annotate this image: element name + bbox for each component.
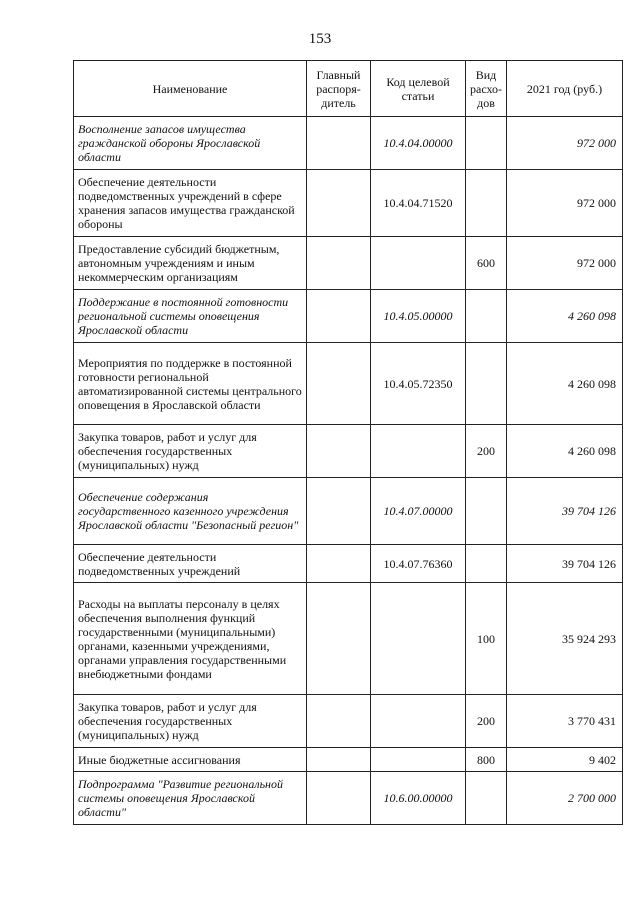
row-manager [307, 583, 371, 695]
row-name: Подпрограмма "Развитие региональной системы оповещения Ярославской области" [74, 772, 307, 825]
table-row [74, 545, 623, 583]
budget-table [73, 60, 623, 825]
row-code: 10.4.07.00000 [371, 478, 466, 545]
row-type [466, 117, 507, 170]
table-row [74, 695, 623, 748]
row-amount: 972 000 [507, 117, 623, 170]
row-manager [307, 545, 371, 583]
row-name: Иные бюджетные ассигнования [74, 748, 307, 772]
row-amount: 39 704 126 [507, 545, 623, 583]
row-name: Восполнение запасов имущества гражданской обороны Ярославской области [74, 117, 307, 170]
row-manager [307, 170, 371, 237]
row-code [371, 237, 466, 290]
row-amount: 39 704 126 [507, 478, 623, 545]
row-name: Обеспечение деятельности подведомственных учреждений [74, 545, 307, 583]
header-code: Код целевой статьи [371, 61, 466, 117]
header-name: Наименование [74, 61, 307, 117]
row-name: Поддержание в постоянной готовности региональной системы оповещения Ярославской области [74, 290, 307, 343]
header-manager: Главный распоря-дитель [307, 61, 371, 117]
row-type: 200 [466, 425, 507, 478]
table-header-row [74, 61, 623, 117]
row-name: Мероприятия по поддержке в постоянной готовности региональной автоматизированной системы центрального оповещения в Ярославской области [74, 343, 307, 425]
row-type: 800 [466, 748, 507, 772]
row-type: 100 [466, 583, 507, 695]
row-amount: 9 402 [507, 748, 623, 772]
row-code [371, 748, 466, 772]
row-type: 600 [466, 237, 507, 290]
table-row [74, 170, 623, 237]
header-amount-2021: 2021 год (руб.) [507, 61, 623, 117]
row-type [466, 478, 507, 545]
row-manager [307, 425, 371, 478]
row-type [466, 545, 507, 583]
row-type [466, 290, 507, 343]
table-row [74, 772, 623, 825]
table-row [74, 343, 623, 425]
table-row [74, 478, 623, 545]
row-amount: 3 770 431 [507, 695, 623, 748]
table-row [74, 237, 623, 290]
page-number: 153 [308, 31, 332, 47]
row-amount: 35 924 293 [507, 583, 623, 695]
row-name: Закупка товаров, работ и услуг для обеспечения государственных (муниципальных) нужд [74, 425, 307, 478]
row-manager [307, 772, 371, 825]
row-name: Обеспечение содержания государственного казенного учреждения Ярославской области "Безопасный регион" [74, 478, 307, 545]
table-row [74, 425, 623, 478]
row-amount: 972 000 [507, 237, 623, 290]
table-row [74, 583, 623, 695]
row-code: 10.4.05.00000 [371, 290, 466, 343]
row-amount: 4 260 098 [507, 425, 623, 478]
row-amount: 972 000 [507, 170, 623, 237]
row-name: Закупка товаров, работ и услуг для обеспечения государственных (муниципальных) нужд [74, 695, 307, 748]
table-row [74, 290, 623, 343]
row-amount: 2 700 000 [507, 772, 623, 825]
row-code: 10.4.05.72350 [371, 343, 466, 425]
row-manager [307, 748, 371, 772]
row-manager [307, 290, 371, 343]
row-manager [307, 695, 371, 748]
row-type [466, 170, 507, 237]
row-type [466, 343, 507, 425]
row-code [371, 425, 466, 478]
row-amount: 4 260 098 [507, 290, 623, 343]
table-row [74, 748, 623, 772]
row-code: 10.4.04.71520 [371, 170, 466, 237]
table-row [74, 117, 623, 170]
row-manager [307, 343, 371, 425]
row-type: 200 [466, 695, 507, 748]
row-manager [307, 478, 371, 545]
row-code [371, 583, 466, 695]
row-manager [307, 237, 371, 290]
row-code: 10.4.04.00000 [371, 117, 466, 170]
row-code [371, 695, 466, 748]
row-amount: 4 260 098 [507, 343, 623, 425]
row-code: 10.6.00.00000 [371, 772, 466, 825]
row-name: Предоставление субсидий бюджетным, автономным учреждениям и иным некоммерческим организациям [74, 237, 307, 290]
row-manager [307, 117, 371, 170]
row-type [466, 772, 507, 825]
row-code: 10.4.07.76360 [371, 545, 466, 583]
row-name: Обеспечение деятельности подведомственных учреждений в сфере хранения запасов имущества гражданской обороны [74, 170, 307, 237]
header-expense-type: Вид расхо-дов [466, 61, 507, 117]
row-name: Расходы на выплаты персоналу в целях обеспечения выполнения функций государственными (муниципальными) органами, казенными учреждениями, органами управления государственными внебюджетными фондами [74, 583, 307, 695]
